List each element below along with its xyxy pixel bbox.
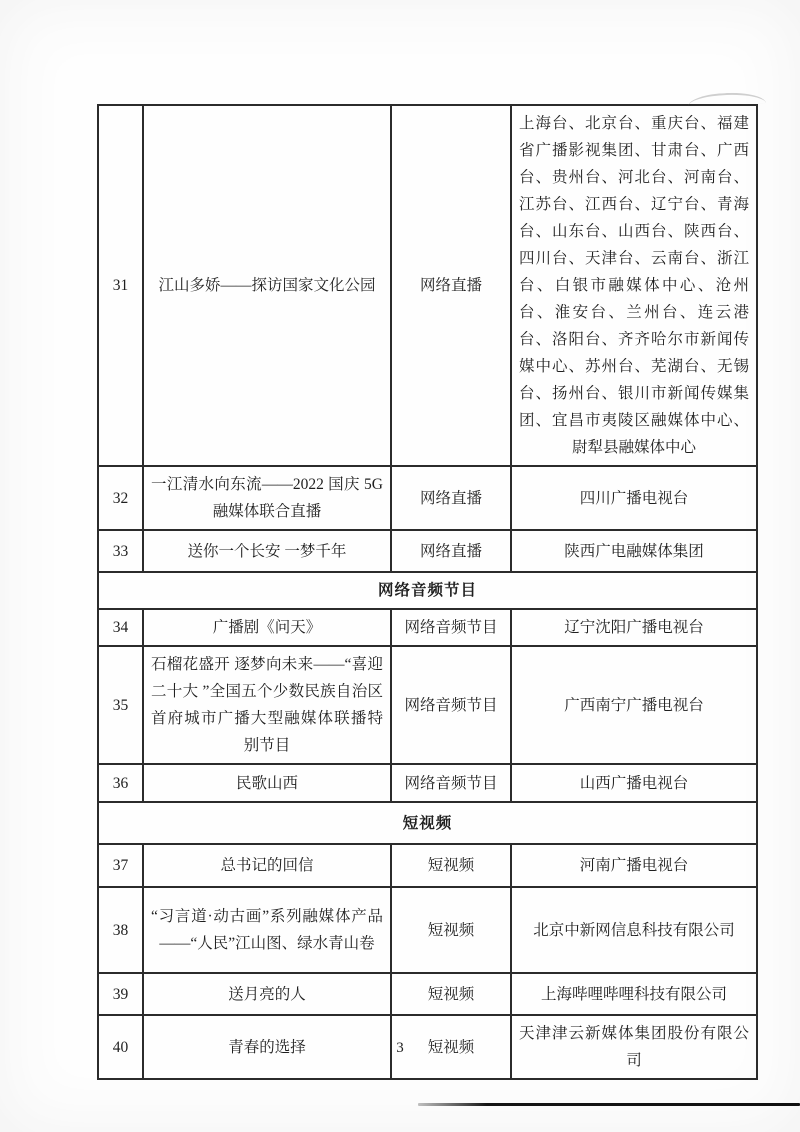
program-category: 短视频 <box>391 844 511 887</box>
program-category: 短视频 <box>391 973 511 1015</box>
table-row <box>98 887 757 973</box>
table-row <box>98 764 757 802</box>
row-number: 39 <box>98 973 143 1015</box>
program-title: “习言道·动古画”系列融媒体产品——“人民”江山图、绿水青山卷 <box>143 887 391 973</box>
program-title: 石榴花盛开 逐梦向未来——“喜迎二十大 ”全国五个少数民族自治区首府城市广播大型融媒体联播特别节目 <box>143 646 391 764</box>
program-title: 送月亮的人 <box>143 973 391 1015</box>
scan-artifact-line <box>418 1103 800 1106</box>
row-number: 38 <box>98 887 143 973</box>
row-number: 40 <box>98 1015 143 1079</box>
row-number: 32 <box>98 466 143 530</box>
program-category: 网络直播 <box>391 466 511 530</box>
table-row <box>98 973 757 1015</box>
section-header-label: 短视频 <box>98 802 757 844</box>
producing-organization: 四川广播电视台 <box>511 466 757 530</box>
table-row <box>98 646 757 764</box>
row-number: 37 <box>98 844 143 887</box>
producing-organization: 北京中新网信息科技有限公司 <box>511 887 757 973</box>
program-awards-table <box>97 104 758 1080</box>
program-title: 一江清水向东流——2022 国庆 5G 融媒体联合直播 <box>143 466 391 530</box>
program-title: 广播剧《问天》 <box>143 609 391 646</box>
program-title: 民歌山西 <box>143 764 391 802</box>
program-title: 江山多娇——探访国家文化公园 <box>143 105 391 466</box>
program-title: 送你一个长安 一梦千年 <box>143 530 391 572</box>
program-category: 网络音频节目 <box>391 609 511 646</box>
table-row <box>98 466 757 530</box>
row-number: 33 <box>98 530 143 572</box>
producing-organization: 广西南宁广播电视台 <box>511 646 757 764</box>
producing-organization: 陕西广电融媒体集团 <box>511 530 757 572</box>
producing-organization: 上海哔哩哔哩科技有限公司 <box>511 973 757 1015</box>
table-row <box>98 844 757 887</box>
program-category: 网络音频节目 <box>391 764 511 802</box>
program-title: 总书记的回信 <box>143 844 391 887</box>
producing-organization: 辽宁沈阳广播电视台 <box>511 609 757 646</box>
program-category: 短视频 <box>391 887 511 973</box>
section-header-row <box>98 572 757 609</box>
section-header-label: 网络音频节目 <box>98 572 757 609</box>
page-number: 3 <box>396 1040 404 1056</box>
section-header-row <box>98 802 757 844</box>
producing-organization: 河南广播电视台 <box>511 844 757 887</box>
producing-organization: 山西广播电视台 <box>511 764 757 802</box>
table-row <box>98 609 757 646</box>
row-number: 31 <box>98 105 143 466</box>
table-row <box>98 105 757 466</box>
row-number: 34 <box>98 609 143 646</box>
program-category: 短视频 <box>391 1015 511 1079</box>
row-number: 36 <box>98 764 143 802</box>
producing-organization: 上海台、北京台、重庆台、福建省广播影视集团、甘肃台、广西台、贵州台、河北台、河南台、江苏台、江西台、辽宁台、青海台、山东台、山西台、陕西台、四川台、天津台、云南台、浙江台、白银市融媒体中心、沧州台、淮安台、兰州台、连云港台、洛阳台、齐齐哈尔市新闻传媒中心、苏州台、芜湖台、无锡台、扬州台、银川市新闻传媒集团、宜昌市夷陵区融媒体中心、尉犁县融媒体中心 <box>511 105 757 466</box>
program-category: 网络直播 <box>391 530 511 572</box>
program-title: 青春的选择 <box>143 1015 391 1079</box>
program-category: 网络直播 <box>391 105 511 466</box>
table-row <box>98 530 757 572</box>
producing-organization: 天津津云新媒体集团股份有限公司 <box>511 1015 757 1079</box>
program-category: 网络音频节目 <box>391 646 511 764</box>
row-number: 35 <box>98 646 143 764</box>
